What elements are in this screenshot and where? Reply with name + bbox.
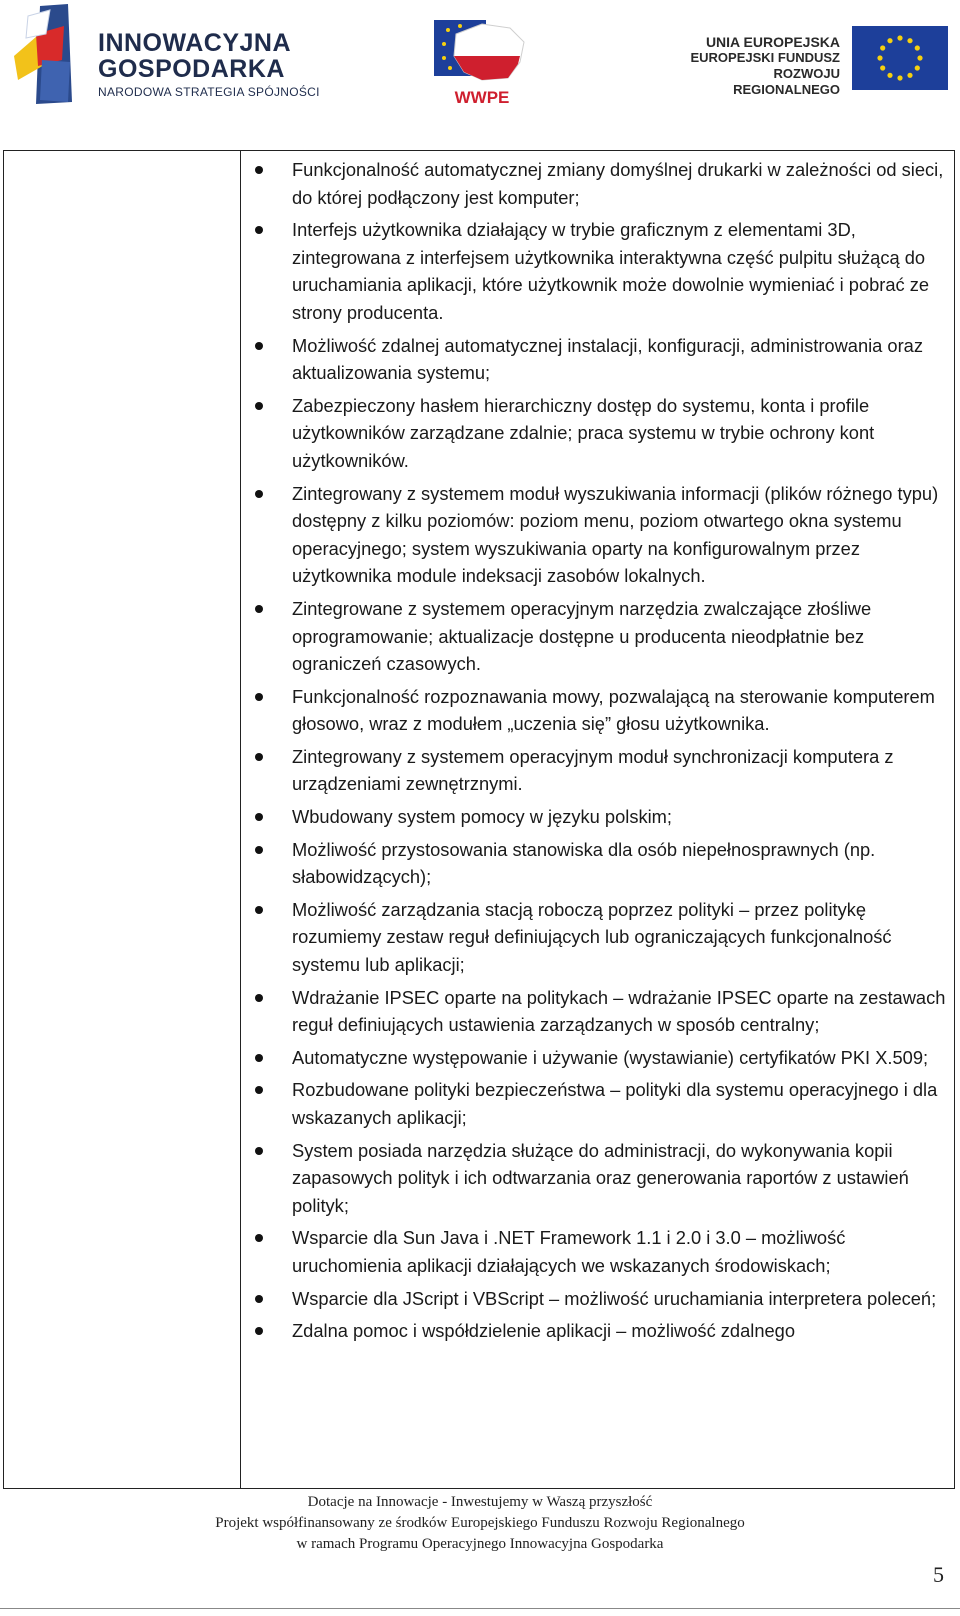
list-item: [255, 1076, 955, 1131]
list-item: [255, 480, 955, 590]
list-item: [255, 332, 955, 387]
bullet-icon: [255, 994, 263, 1002]
list-item: [255, 1137, 955, 1220]
list-item-text: Zabezpieczony hasłem hierarchiczny dostęp do systemu, konta i profile użytkowników zarządzane zdalnie; praca systemu w trybie ochrony kont użytkowników.: [292, 394, 875, 471]
bullet-icon: [255, 490, 263, 498]
list-item-text: Zdalna pomoc i współdzielenie aplikacji – możliwość zdalnego: [292, 1320, 795, 1342]
list-item-text: Zintegrowane z systemem operacyjnym narzędzia zwalczające złośliwe oprogramowanie; aktualizacje dostępne u producenta nieodpłatnie bez ograniczeń czasowych.: [292, 597, 872, 675]
list-item-text: Rozbudowane polityki bezpieczeństwa – polityki dla systemu operacyjnego i dla wskazanych aplikacji;: [292, 1079, 938, 1128]
bullet-icon: [255, 813, 263, 821]
list-item: [255, 896, 955, 979]
eu-fund-logo: [676, 26, 948, 97]
bullet-icon: [255, 753, 263, 761]
list-item: [255, 683, 955, 738]
footer-line1: Dotacje na Innowacje - Inwestujemy w Waszą przyszłość: [307, 1494, 653, 1510]
list-item: [255, 1285, 955, 1313]
eu-logo-line3: ROZWOJU REGIONALNEGO: [733, 66, 840, 97]
list-item-text: Automatyczne występowanie i używanie (wystawianie) certyfikatów PKI X.509;: [292, 1046, 929, 1068]
list-item-text: Funkcjonalność automatycznej zmiany domyślnej drukarki w zależności od sieci, do której podłączony jest komputer;: [292, 159, 944, 208]
bullet-icon: [255, 226, 263, 234]
list-item: [255, 1224, 955, 1279]
list-item-text: Zintegrowany z systemem operacyjnym moduł synchronizacji komputera z urządzeniami zewnętrznymi.: [292, 745, 894, 795]
bullet-icon: [255, 1054, 263, 1062]
page-header: [0, 0, 960, 118]
footer-line3: w ramach Programu Operacyjnego Innowacyjna Gospodarka: [296, 1536, 664, 1552]
list-item-text: Interfejs użytkownika działający w trybie graficznym z elementami 3D, zintegrowana z interfejsem użytkownika interaktywna część pulpitu służącą do uruchamiania aplikacji, które użytkownik może dowolnie wymieniać i pobrać ze strony producenta.: [292, 219, 930, 323]
ig-logo-line2: GOSPODARKA: [98, 55, 285, 83]
bullet-icon: [255, 605, 263, 613]
requirements-list: [255, 156, 955, 1350]
eu-flag-icon: [852, 26, 948, 90]
list-item: [255, 216, 955, 326]
bullet-icon: [255, 693, 263, 701]
ig-logo-line3: NARODOWA STRATEGIA SPÓJNOŚCI: [98, 85, 320, 99]
wwpe-logo-text: WWPE: [454, 88, 510, 107]
list-item: [255, 836, 955, 891]
list-item-text: Wdrażanie IPSEC oparte na politykach – wdrażanie IPSEC oparte na zestawach reguł definiujących ustawienia zarządzanych w sposób centralny;: [292, 986, 946, 1036]
list-item-text: Wsparcie dla JScript i VBScript – możliwość uruchamiania interpretera poleceń;: [292, 1287, 937, 1309]
ig-emblem-icon: [6, 4, 96, 110]
list-item: [255, 392, 955, 475]
list-item: [255, 1044, 955, 1072]
list-item-text: Zintegrowany z systemem moduł wyszukiwania informacji (plików różnego typu) dostępny z kilku poziomów: poziom menu, poziom otwartego okna systemu operacyjnego; system wyszukiwania oparty na konfigurowalnym przez użytkownika module indeksacji zasobów lokalnych.: [292, 482, 939, 587]
wwpe-logo: [434, 16, 530, 108]
list-item-text: Funkcjonalność rozpoznawania mowy, pozwalającą na sterowanie komputerem głosowo, wraz z modułem „uczenia się” głosu użytkownika.: [292, 685, 935, 735]
bullet-icon: [255, 846, 263, 854]
eu-logo-line1: UNIA EUROPEJSKA: [705, 34, 840, 50]
bullet-icon: [255, 1327, 263, 1335]
list-item-text: System posiada narzędzia służące do administracji, do wykonywania kopii zapasowych polityk i ich odtwarzania oraz generowania raportów z ustawień polityk;: [292, 1139, 909, 1216]
list-item: [255, 803, 955, 831]
bullet-icon: [255, 1234, 263, 1242]
list-item-text: Możliwość przystosowania stanowiska dla osób niepełnosprawnych (np. słabowidzących);: [292, 838, 876, 888]
bullet-icon: [255, 342, 263, 350]
list-item-text: Możliwość zdalnej automatycznej instalacji, konfiguracji, administrowania oraz aktualizowania systemu;: [292, 334, 923, 384]
bullet-icon: [255, 1147, 263, 1155]
list-item-text: Możliwość zarządzania stacją roboczą poprzez polityki – przez politykę rozumiemy zestaw reguł definiujących lub ograniczających funkcjonalność systemu lub aplikacji;: [292, 898, 892, 976]
bottom-divider: [0, 1608, 960, 1609]
footer-line2: Projekt współfinansowany ze środków Europejskiego Funduszu Rozwoju Regionalnego: [215, 1515, 745, 1531]
page-number: 5: [933, 1562, 944, 1587]
table-column-divider: [240, 151, 241, 1488]
bullet-icon: [255, 402, 263, 410]
poland-map-eu-stars-icon: [434, 16, 530, 88]
bullet-icon: [255, 1086, 263, 1094]
list-item: [255, 595, 955, 678]
list-item: [255, 1317, 955, 1345]
bullet-icon: [255, 166, 263, 174]
eu-logo-line2: EUROPEJSKI FUNDUSZ: [690, 50, 840, 65]
list-item: [255, 156, 955, 211]
list-item-text: Wbudowany system pomocy w języku polskim;: [292, 806, 672, 828]
innowacyjna-gospodarka-logo: [6, 4, 326, 110]
list-item: [255, 743, 955, 798]
list-item-text: Wsparcie dla Sun Java i .NET Framework 1.1 i 2.0 i 3.0 – możliwość uruchomienia aplikacji działających we wskazanych środowiskach;: [292, 1227, 846, 1276]
bullet-icon: [255, 1295, 263, 1303]
ig-logo-line1: INNOWACYJNA: [98, 29, 292, 57]
page-footer: [0, 1492, 960, 1555]
list-item: [255, 984, 955, 1039]
bullet-icon: [255, 906, 263, 914]
